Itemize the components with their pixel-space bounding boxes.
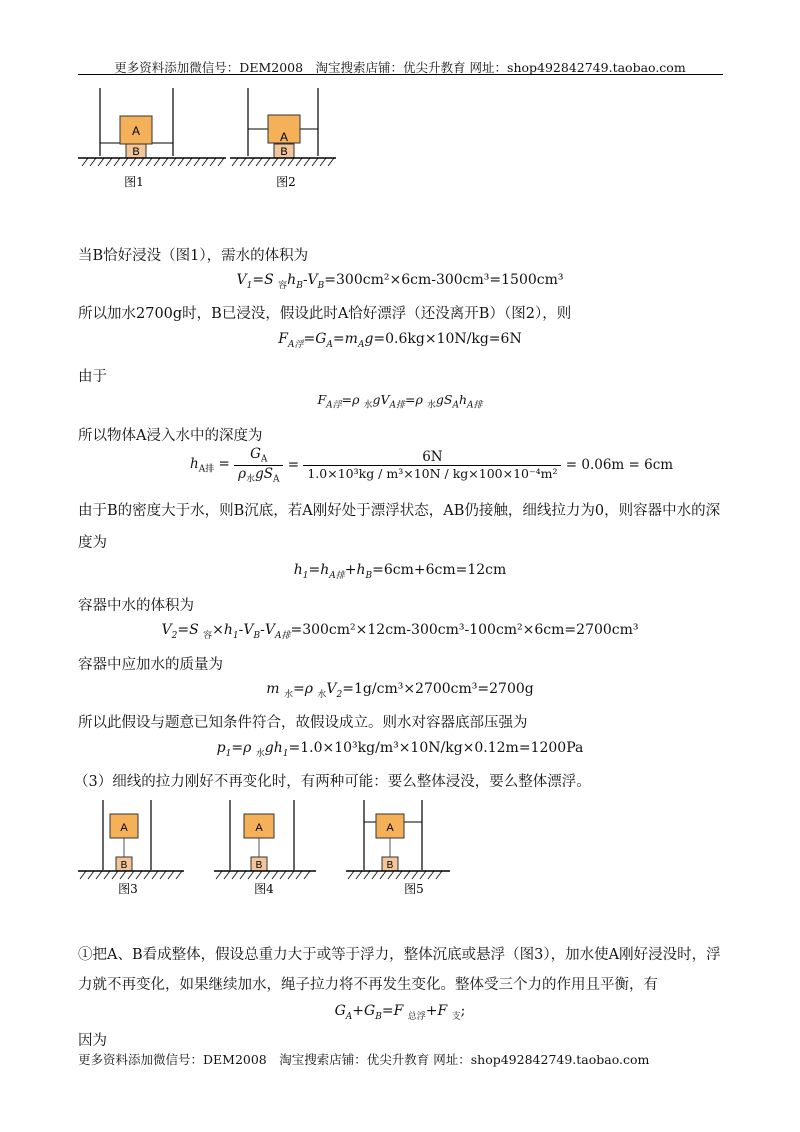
equation-archimedes: $F_{A浮}=\rho$ $_水gV_{A排}=\rho$ $_水gS_Ah_{A排}$: [317, 392, 483, 411]
text-line-11: ①把A、B看成整体，假设总重力大于或等于浮力，整体沉底或悬浮（图3），加水使A刚好浸没时，浮: [78, 947, 721, 963]
caption-fig2: 图2: [276, 175, 296, 189]
equation-depth: $h_{A排}$ = $\frac{G_A}{\rho_水gS_A}$ = $\frac{6N}{\text{1.0×10³kg / m³×10N / kg×100×10⁻⁴m²}}$ = 0.06m = 6cm: [190, 446, 674, 485]
equation-balance: $G_A+G_B=F$ $_{总浮}$+F $_支$;: [334, 1003, 466, 1022]
page-header: 更多资料添加微信号：DEM2008 淘宝搜索店铺：优尖升教育 网址：shop492842749.taobao.com: [114, 60, 686, 75]
text-line-7: 容器中水的体积为: [78, 598, 194, 614]
text-line-4: 所以物体A浸入水中的深度为: [78, 428, 263, 444]
text-line-8: 容器中应加水的质量为: [78, 657, 223, 673]
label-b-fig2: B: [280, 146, 288, 158]
equation-buoyancy: $F_{A浮}=G_A=m_Ag=0.6kg\times 10N/kg=6N$: [278, 331, 522, 350]
label-a-fig5: A: [386, 822, 394, 834]
text-line-9: 所以此假设与题意已知条件符合，故假设成立。则水对容器底部压强为: [78, 715, 528, 731]
text-line-13: 因为: [78, 1033, 107, 1049]
text-line-6: 度为: [78, 535, 107, 551]
page-footer: 更多资料添加微信号：DEM2008 淘宝搜索店铺：优尖升教育 网址：shop492842749.taobao.com: [78, 1052, 650, 1067]
caption-fig3: 图3: [118, 882, 138, 896]
label-a-fig2: A: [279, 130, 289, 144]
figure-1-2: [78, 88, 338, 198]
label-b-fig5: B: [386, 860, 394, 871]
figure-3-4-5: [78, 800, 458, 910]
label-b-fig3: B: [120, 860, 128, 871]
label-a-fig4: A: [255, 822, 263, 834]
text-line-3: 由于: [78, 369, 107, 385]
text-line-12: 力就不再变化，如果继续加水，绳子拉力将不再发生变化。整体受三个力的作用且平衡，有: [78, 977, 658, 993]
label-a-fig1: A: [131, 124, 141, 138]
label-b-fig1: B: [132, 146, 140, 158]
equation-pressure: $p_1=\rho$ $_水gh_1=1.0\times 10^3kg/m^3\times 10N/kg\times 0.12m=1200Pa$: [216, 740, 584, 759]
text-line-10: （3）细线的拉力刚好不再变化时，有两种可能：要么整体浸没，要么整体漂浮。: [74, 774, 591, 790]
equation-v2: $V_2=S$ $_容\times h_1-V_B-V_{A排}=300cm^2\times 12cm-300cm^3-100cm^2\times 6cm=2700cm^3$: [161, 622, 639, 641]
text-line-5: 由于B的密度大于水，则B沉底，若A刚好处于漂浮状态，AB仍接触，细线拉力为0，则容器中水的深: [78, 503, 721, 519]
caption-fig5: 图5: [404, 882, 424, 896]
equation-v1: $V_1=S$ $_容h_B-V_B=300cm^2\times 6cm-300cm^3=1500cm^3$: [236, 272, 564, 291]
equation-h1: $h_1=h_{A排}+h_B=6cm+6cm=12cm$: [293, 562, 507, 581]
label-a-fig3: A: [120, 822, 128, 834]
text-line-1: 当B恰好浸没（图1），需水的体积为: [78, 248, 309, 264]
caption-fig4: 图4: [254, 882, 274, 896]
header-rule: [78, 74, 723, 75]
label-b-fig4: B: [255, 860, 263, 871]
equation-mass: m $_水$=ρ $_水V_2=1g/cm^3\times 2700cm^3=2700g$: [266, 681, 534, 700]
caption-fig1: 图1: [124, 175, 144, 189]
text-line-2: 所以加水2700g时，B已浸没，假设此时A恰好漂浮（还没离开B）（图2），则: [78, 306, 572, 322]
